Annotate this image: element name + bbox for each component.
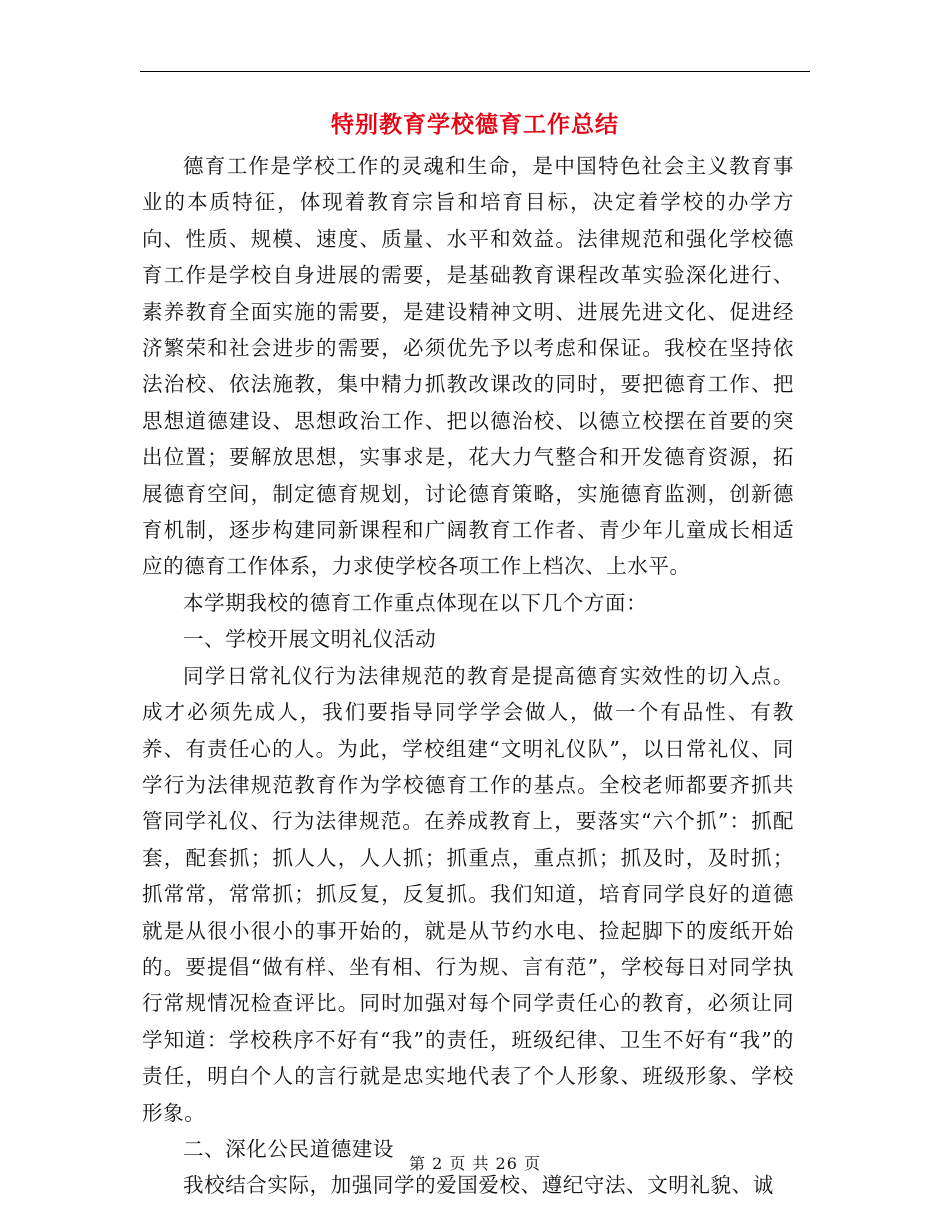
page-footer: 第 2 页 共 26 页 <box>409 1154 541 1173</box>
document-title: 特别教育学校德育工作总结 <box>331 111 619 138</box>
paragraph-intro: 德育工作是学校工作的灵魂和生命，是中国特色社会主义教育事业的本质特征，体现着教育宗旨和培育目标，决定着学校的办学方向、性质、规模、速度、质量、水平和效益。法律规范和强化学校德育工作是学校自身进展的需要，是基础教育课程改革实验深化进行、素养教育全面实施的需要，是建设精神文明、进展先进文化、促进经济繁荣和社会进步的需要，必须优先予以考虑和保证。我校在坚持依法治校、依法施教，集中精力抓教改课改的同时，要把德育工作、把思想道德建设、思想政治工作、把以德治校、以德立校摆在首要的突出位置；要解放思想，实事求是，花大力气整合和开发德育资源，拓展德育空间，制定德育规划，讨论德育策略，实施德育监测，创新德育机制，逐步构建同新课程和广阔教育工作者、青少年儿童成长相适应的德育工作体系，力求使学校各项工作上档次、上水平。 <box>142 154 794 579</box>
section-heading-2: 二、深化公民道德建设 <box>183 1136 394 1161</box>
section-heading-1: 一、学校开展文明礼仪活动 <box>183 627 437 652</box>
document-body <box>142 148 794 1204</box>
paragraph-focus: 本学期我校的德育工作重点体现在以下几个方面： <box>183 590 648 615</box>
paragraph-etiquette: 同学日常礼仪行为法律规范的教育是提高德育实效性的切入点。成才必须先成人，我们要指导同学学会做人，做一个有品性、有教养、有责任心的人。为此，学校组建“文明礼仪队”，以日常礼仪、同学行为法律规范教育作为学校德育工作的基点。全校老师都要齐抓共管同学礼仪、行为法律规范。在养成教育上，要落实“六个抓”：抓配套，配套抓；抓人人，人人抓；抓重点，重点抓；抓及时，及时抓；抓常常，常常抓；抓反复，反复抓。我们知道，培育同学良好的道德就是从很小很小的事开始的，就是从节约水电、捡起脚下的废纸开始的。要提倡“做有样、坐有相、行为规、言有范”，学校每日对同学执行常规情况检查评比。同时加强对每个同学责任心的教育，必须让同学知道：学校秩序不好有“我”的责任，班级纪律、卫生不好有“我”的责任，明白个人的言行就是忠实地代表了个人形象、班级形象、学校形象。 <box>142 663 794 1125</box>
header-rule <box>140 71 810 72</box>
paragraph-civic-morality: 我校结合实际，加强同学的爱国爱校、遵纪守法、文明礼貌、诚 <box>183 1173 774 1198</box>
